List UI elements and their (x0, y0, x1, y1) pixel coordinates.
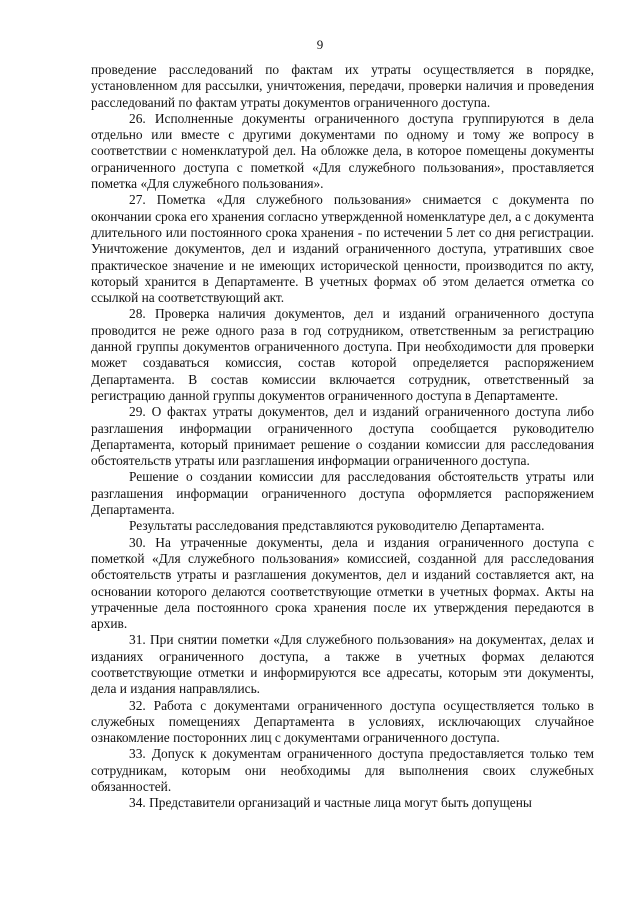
paragraph-33: 33. Допуск к документам ограниченного доступа предоставляется только тем сотрудникам, которым они необходимы для выполнения своих служебных обязанностей. (91, 746, 594, 795)
paragraph-26: 26. Исполненные документы ограниченного доступа группируются в дела отдельно или вместе с другими документами по одному и тому же вопросу в соответствии с номенклатурой дел. На обложке дела, в которое помещены документы ограниченного доступа с пометкой «Для служебного пользования», проставляется пометка «Для служебного пользования». (91, 110, 594, 192)
document-body (91, 62, 594, 812)
paragraph-32: 32. Работа с документами ограниченного доступа осуществляется только в служебных помещениях Департамента в условиях, исключающих случайное ознакомление посторонних лиц с документами ограниченного доступа. (91, 697, 594, 746)
paragraph-28: 28. Проверка наличия документов, дел и изданий ограниченного доступа проводится не реже одного раза в год сотрудником, ответственным за регистрацию данной группы документов ограниченного доступа. При необходимости для проверки может создаваться комиссия, состав которой определяется распоряжением Департамента. В состав комиссии включается сотрудник, ответственный за регистрацию данной группы документов ограниченного доступа в Департаменте. (91, 306, 594, 403)
paragraph-27: 27. Пометка «Для служебного пользования» снимается с документа по окончании срока его хранения согласно утвержденной номенклатуре дел, а с документа длительного или постоянного срока хранения - по истечении 5 лет со дня регистрации. Уничтожение документов, дел и изданий ограниченного доступа, утративших свое практическое значение и не имеющих исторической ценности, производится по акту, который хранится в Департаменте. В учетных формах об этом делается отметка со ссылкой на соответствующий акт. (91, 192, 594, 306)
paragraph-30: 30. На утраченные документы, дела и издания ограниченного доступа с пометкой «Для служебного пользования» комиссией, созданной для расследования обстоятельств утраты и разглашения документов, дел и изданий составляется акт, на основании которого делаются соответствующие отметки в учетных формах. Акты на утраченные дела постоянного срока хранения после их утверждения передаются в архив. (91, 534, 594, 632)
page-number: 9 (316, 37, 324, 52)
paragraph-29-results: Результаты расследования представляются руководителю Департамента. (129, 518, 545, 534)
paragraph-31: 31. При снятии пометки «Для служебного пользования» на документах, делах и изданиях ограниченного доступа, а также в учетных формах делаются соответствующие отметки и информируются все адресаты, которым эти документы, дела и издания направлялись. (91, 632, 594, 697)
paragraph-29-decision: Решение о создании комиссии для расследования обстоятельств утраты или разглашения информации ограниченного доступа оформляется распоряжением Департамента. (91, 469, 594, 518)
paragraph-34: 34. Представители организаций и частные лица могут быть допущены (129, 795, 532, 811)
paragraph-continuation: проведение расследований по фактам их утраты осуществляется в порядке, установленном для рассылки, уничтожения, передачи, проверки наличия и проведения расследований по фактам утраты документов ограниченного доступа. (91, 62, 594, 110)
paragraph-29: 29. О фактах утраты документов, дел и изданий ограниченного доступа либо разглашения информации ограниченного доступа сообщается руководителю Департамента, который принимает решение о создании комиссии для расследования обстоятельств утраты или разглашения информации ограниченного доступа. (91, 404, 594, 469)
